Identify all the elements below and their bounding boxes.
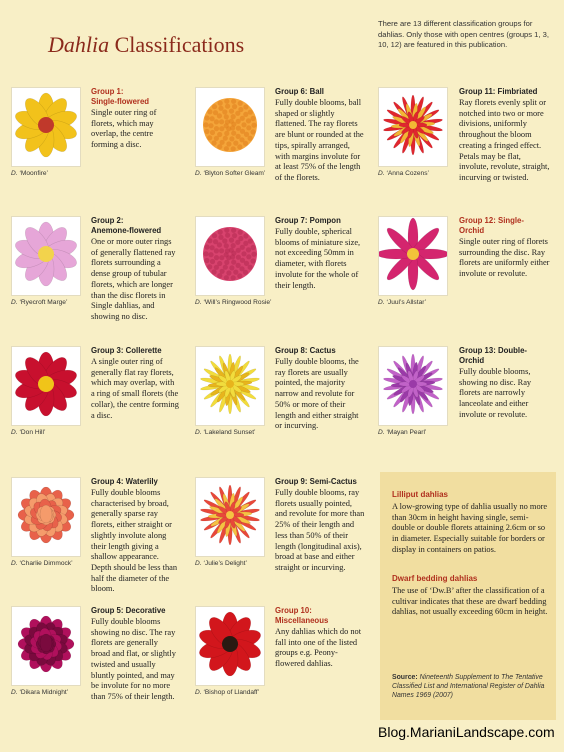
flower-caption bbox=[378, 299, 458, 307]
group-title-line2: Orchid bbox=[459, 356, 485, 365]
flower-caption bbox=[11, 170, 91, 178]
caption-prefix: D. bbox=[195, 429, 202, 436]
group-title-line1: Group 7: Pompon bbox=[275, 216, 341, 225]
caption-name: ‘Moonfire’ bbox=[19, 170, 49, 177]
group-title-line2: Anemone-flowered bbox=[91, 226, 162, 235]
dwarf-text: The use of ‘Dw.B’ after the classification of a cultivar indicates that these are dwarf bedding dahlias, not usually exceeding 60cm in height. bbox=[392, 586, 548, 617]
group-description: Fully double blooms, the ray florets are usually pointed, the majority narrow and revolute for 50% or more of their length and either straight or incurving. bbox=[275, 357, 359, 431]
group-description: Fully double, spherical blooms of miniature size, not exceeding 50mm in diameter, with florets involute for the whole of their length. bbox=[275, 227, 361, 290]
group-title bbox=[459, 87, 551, 97]
caption-name: ‘Blyton Softer Gleam’ bbox=[203, 170, 266, 177]
group-title-line1: Group 11: Fimbriated bbox=[459, 87, 538, 96]
caption-name: ‘Bishop of Llandaff’ bbox=[203, 689, 260, 696]
caption-prefix: D. bbox=[11, 299, 18, 306]
caption-name: ‘Julie’s Delight’ bbox=[203, 560, 247, 567]
group-title bbox=[91, 87, 179, 107]
group-title bbox=[275, 346, 365, 356]
group-title bbox=[459, 346, 551, 366]
group-title-line2: Orchid bbox=[459, 226, 485, 235]
group-title bbox=[459, 216, 551, 236]
flower-caption bbox=[11, 560, 91, 568]
group-title-line1: Group 5: Decorative bbox=[91, 606, 166, 615]
flower-caption bbox=[195, 689, 275, 697]
group-title bbox=[91, 346, 179, 356]
group-title-line1: Group 9: Semi-Cactus bbox=[275, 477, 357, 486]
caption-prefix: D. bbox=[11, 429, 18, 436]
group-title bbox=[91, 216, 179, 236]
caption-name: ‘Ryecroft Marge’ bbox=[19, 299, 68, 306]
flower-photo bbox=[195, 606, 265, 686]
watermark: Blog.MarianiLandscape.com bbox=[378, 724, 555, 740]
flower-caption bbox=[378, 170, 458, 178]
group-title bbox=[275, 477, 365, 487]
flower-photo bbox=[195, 477, 265, 557]
flower-photo bbox=[195, 216, 265, 296]
group-description: Any dahlias which do not fall into one of the listed groups e.g. Peony-flowered dahlias. bbox=[275, 627, 362, 669]
caption-prefix: D. bbox=[11, 689, 18, 696]
flower-photo bbox=[11, 346, 81, 426]
flower-caption bbox=[11, 689, 91, 697]
group-title bbox=[275, 87, 365, 97]
flower-caption bbox=[11, 429, 91, 437]
group-description: Single outer ring of florets, which may overlap, the centre forming a disc. bbox=[91, 108, 157, 150]
group-title-line1: Group 13: Double- bbox=[459, 346, 528, 355]
group-title-line2: Miscellaneous bbox=[275, 616, 329, 625]
caption-prefix: D. bbox=[11, 560, 18, 567]
caption-prefix: D. bbox=[11, 170, 18, 177]
caption-prefix: D. bbox=[195, 689, 202, 696]
lilliput-text: A low-growing type of dahlia usually no more than 30cm in height having single, semi-double or double florets attaining 2.6cm or so in diameter. Especially suitable for borders or display in containers on patios. bbox=[392, 502, 548, 554]
group-title-line1: Group 1: bbox=[91, 87, 124, 96]
group-title-line1: Group 2: bbox=[91, 216, 124, 225]
group-title-line1: Group 4: Waterlily bbox=[91, 477, 158, 486]
group-title-line1: Group 8: Cactus bbox=[275, 346, 336, 355]
group-title bbox=[275, 606, 365, 626]
flower-photo bbox=[378, 216, 448, 296]
group-description: Fully double blooms, ball shaped or slightly flattened. The ray florets are blunt or rounded at the tips, spirally arranged, with margins involute for at least 75% of the length of the florets. bbox=[275, 98, 364, 182]
flower-caption bbox=[378, 429, 458, 437]
flower-caption bbox=[195, 429, 275, 437]
group-description: Fully double blooms showing no disc. The ray florets are generally broad and flat, or slightly twisted and usually bluntly pointed, and may be involute for no more than 75% of their length. bbox=[91, 617, 176, 701]
group-title bbox=[275, 216, 365, 226]
caption-name: ‘Charlie Dimmock’ bbox=[19, 560, 73, 567]
group-description: Fully double blooms, showing no disc. Ray florets are narrowly lanceolate and either involute or revolute. bbox=[459, 367, 532, 419]
flower-caption bbox=[195, 299, 275, 307]
caption-name: ‘Will’s Ringwood Rosie’ bbox=[203, 299, 272, 306]
source-text: Nineteenth Supplement to The Tentative Classified List and International Register of Dahlia Names 1969 (2007) bbox=[392, 674, 545, 699]
flower-caption bbox=[195, 170, 275, 178]
flower-photo bbox=[378, 87, 448, 167]
title-rest: Classifications bbox=[109, 32, 245, 57]
caption-name: ‘Don Hill’ bbox=[19, 429, 46, 436]
source-note bbox=[392, 673, 552, 700]
group-description: A single outer ring of generally flat ray florets, which may overlap, with a ring of small florets (the collar), the centre forming a disc. bbox=[91, 357, 179, 420]
group-description: Single outer ring of florets surrounding the disc. Ray florets are uniformly either involute or revolute. bbox=[459, 237, 550, 279]
group-title-line1: Group 10: bbox=[275, 606, 312, 615]
group-description: Ray florets evenly split or notched into two or more divisions, uniformly throughout the bloom creating a fringed effect. Petals may be flat, involute, revolute, straight, incurving or twisted. bbox=[459, 98, 550, 182]
caption-prefix: D. bbox=[378, 170, 385, 177]
flower-photo bbox=[195, 87, 265, 167]
source-label: Source: bbox=[392, 674, 418, 681]
group-description: Fully double blooms, ray florets usually pointed, and revolute for more than 25% of their length and less than 50% of their length (longitudinal axis), broad at base and either straight or incurving. bbox=[275, 488, 365, 572]
caption-prefix: D. bbox=[378, 429, 385, 436]
title-italic: Dahlia bbox=[48, 32, 110, 57]
group-title bbox=[91, 477, 179, 487]
flower-photo bbox=[11, 87, 81, 167]
caption-prefix: D. bbox=[378, 299, 385, 306]
caption-name: ‘Dikara Midnight’ bbox=[19, 689, 69, 696]
lilliput-title: Lilliput dahlias bbox=[392, 490, 449, 499]
group-title-line1: Group 12: Single- bbox=[459, 216, 524, 225]
group-title-line2: Single-flowered bbox=[91, 97, 150, 106]
flower-photo bbox=[11, 606, 81, 686]
group-title-line1: Group 6: Ball bbox=[275, 87, 324, 96]
flower-photo bbox=[378, 346, 448, 426]
caption-name: ‘Mayan Pearl’ bbox=[386, 429, 427, 436]
intro-text: There are 13 different classification groups for dahlias. Only those with open centres (groups 1, 3, 10, 12) are featured in this publication. bbox=[378, 19, 549, 49]
group-description: One or more outer rings of generally flattened ray florets surrounding a dense group of tubular florets, which are longer than the disc florets in Single dahlias, and showing no disc. bbox=[91, 237, 176, 321]
caption-prefix: D. bbox=[195, 560, 202, 567]
flower-photo bbox=[195, 346, 265, 426]
flower-photo bbox=[11, 477, 81, 557]
flower-caption bbox=[11, 299, 91, 307]
page-title bbox=[48, 32, 244, 58]
caption-name: ‘Anna Cozens’ bbox=[386, 170, 429, 177]
caption-prefix: D. bbox=[195, 170, 202, 177]
flower-photo bbox=[11, 216, 81, 296]
dwarf-title: Dwarf bedding dahlias bbox=[392, 574, 478, 583]
group-description: Fully double blooms characterised by broad, generally sparse ray florets, either straight or slightly involute along their length giving a shallow appearance. Depth should be less than half the diameter of the bloom. bbox=[91, 488, 178, 594]
group-title-line1: Group 3: Collerette bbox=[91, 346, 162, 355]
caption-name: ‘Juul’s Allstar’ bbox=[386, 299, 427, 306]
caption-name: ‘Lakeland Sunset’ bbox=[203, 429, 256, 436]
flower-caption bbox=[195, 560, 275, 568]
group-title bbox=[91, 606, 179, 616]
caption-prefix: D. bbox=[195, 299, 202, 306]
